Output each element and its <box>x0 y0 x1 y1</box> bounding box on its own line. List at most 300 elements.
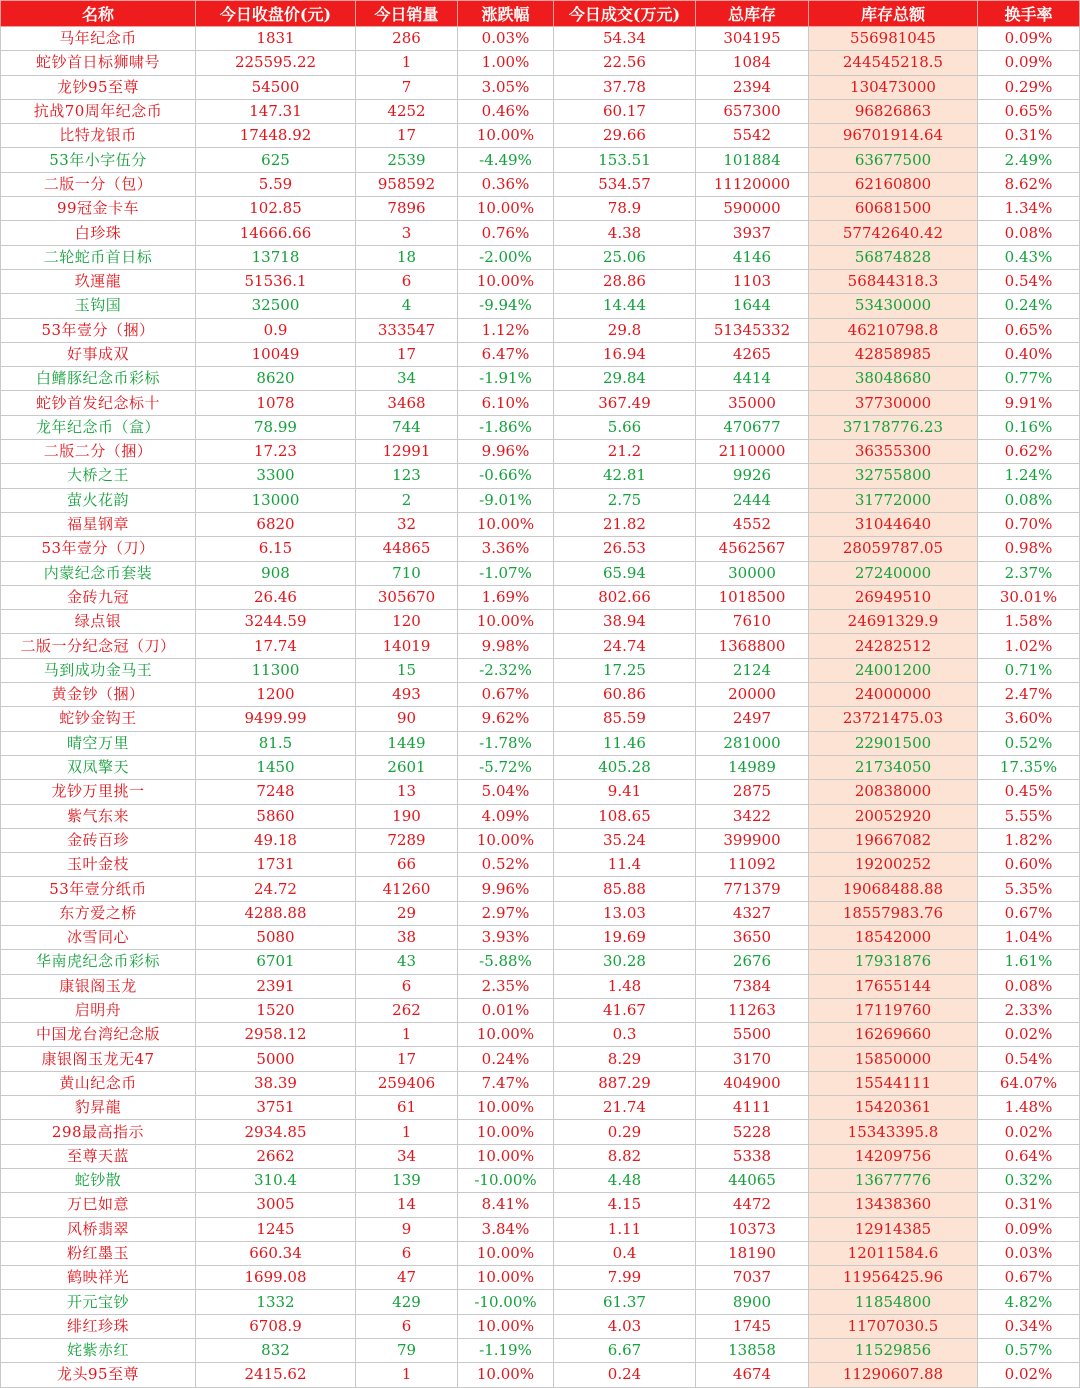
cell-close-price: 32500 <box>196 294 356 318</box>
cell-turnover-rate: 0.67% <box>978 901 1080 925</box>
cell-stock-value: 26949510 <box>809 585 978 609</box>
cell-stock-value: 46210798.8 <box>809 318 978 342</box>
cell-name: 298最高指示 <box>1 1120 196 1144</box>
cell-close-price: 49.18 <box>196 828 356 852</box>
cell-sales-volume: 90 <box>356 707 458 731</box>
cell-stock-value: 31044640 <box>809 512 978 536</box>
cell-total-stock: 20000 <box>696 683 809 707</box>
cell-turnover: 802.66 <box>554 585 696 609</box>
cell-close-price: 1245 <box>196 1217 356 1241</box>
cell-stock-value: 21734050 <box>809 755 978 779</box>
cell-change-percent: -9.01% <box>458 488 554 512</box>
cell-sales-volume: 29 <box>356 901 458 925</box>
cell-turnover-rate: 64.07% <box>978 1071 1080 1095</box>
cell-sales-volume: 3 <box>356 221 458 245</box>
table-row <box>1 1096 1080 1120</box>
cell-close-price: 1699.08 <box>196 1266 356 1290</box>
cell-turnover-rate: 0.08% <box>978 488 1080 512</box>
cell-stock-value: 17119760 <box>809 998 978 1022</box>
cell-sales-volume: 493 <box>356 683 458 707</box>
cell-stock-value: 27240000 <box>809 561 978 585</box>
cell-sales-volume: 2601 <box>356 755 458 779</box>
cell-turnover: 85.59 <box>554 707 696 731</box>
cell-change-percent: 10.00% <box>458 269 554 293</box>
cell-sales-volume: 17 <box>356 1047 458 1071</box>
cell-turnover-rate: 0.02% <box>978 1023 1080 1047</box>
cell-change-percent: 0.76% <box>458 221 554 245</box>
cell-change-percent: 8.41% <box>458 1193 554 1217</box>
cell-name: 万巳如意 <box>1 1193 196 1217</box>
cell-sales-volume: 2539 <box>356 148 458 172</box>
cell-total-stock: 2875 <box>696 780 809 804</box>
cell-total-stock: 2110000 <box>696 440 809 464</box>
cell-close-price: 310.4 <box>196 1168 356 1192</box>
cell-sales-volume: 429 <box>356 1290 458 1314</box>
cell-turnover: 2.75 <box>554 488 696 512</box>
cell-stock-value: 37178776.23 <box>809 415 978 439</box>
cell-turnover: 1.11 <box>554 1217 696 1241</box>
cell-turnover: 367.49 <box>554 391 696 415</box>
cell-total-stock: 2124 <box>696 658 809 682</box>
cell-turnover: 61.37 <box>554 1290 696 1314</box>
cell-sales-volume: 286 <box>356 27 458 51</box>
cell-turnover-rate: 0.71% <box>978 658 1080 682</box>
cell-turnover-rate: 0.65% <box>978 318 1080 342</box>
cell-stock-value: 11854800 <box>809 1290 978 1314</box>
cell-close-price: 908 <box>196 561 356 585</box>
cell-sales-volume: 47 <box>356 1266 458 1290</box>
cell-sales-volume: 34 <box>356 367 458 391</box>
cell-name: 至尊天蓝 <box>1 1144 196 1168</box>
cell-stock-value: 18542000 <box>809 925 978 949</box>
table-row <box>1 828 1080 852</box>
cell-change-percent: 6.10% <box>458 391 554 415</box>
cell-name: 龙钞95至尊 <box>1 75 196 99</box>
cell-close-price: 2958.12 <box>196 1023 356 1047</box>
table-row <box>1 1290 1080 1314</box>
table-row <box>1 342 1080 366</box>
cell-sales-volume: 18 <box>356 245 458 269</box>
cell-sales-volume: 333547 <box>356 318 458 342</box>
cell-total-stock: 9926 <box>696 464 809 488</box>
header-row <box>1 1 1080 27</box>
cell-change-percent: 0.24% <box>458 1047 554 1071</box>
cell-turnover: 26.53 <box>554 537 696 561</box>
cell-close-price: 13718 <box>196 245 356 269</box>
cell-change-percent: 10.00% <box>458 1144 554 1168</box>
cell-name: 99冠金卡车 <box>1 197 196 221</box>
cell-turnover: 60.17 <box>554 99 696 123</box>
cell-total-stock: 2676 <box>696 950 809 974</box>
cell-stock-value: 130473000 <box>809 75 978 99</box>
table-row <box>1 1023 1080 1047</box>
cell-turnover: 9.41 <box>554 780 696 804</box>
cell-turnover: 30.28 <box>554 950 696 974</box>
cell-name: 蛇钞金钩王 <box>1 707 196 731</box>
table-row <box>1 197 1080 221</box>
cell-sales-volume: 2 <box>356 488 458 512</box>
cell-turnover: 28.86 <box>554 269 696 293</box>
cell-turnover-rate: 1.58% <box>978 610 1080 634</box>
cell-turnover-rate: 5.35% <box>978 877 1080 901</box>
table-row <box>1 1339 1080 1363</box>
cell-total-stock: 11263 <box>696 998 809 1022</box>
cell-total-stock: 18190 <box>696 1241 809 1265</box>
cell-change-percent: 10.00% <box>458 828 554 852</box>
cell-name: 启明舟 <box>1 998 196 1022</box>
cell-sales-volume: 43 <box>356 950 458 974</box>
cell-turnover: 85.88 <box>554 877 696 901</box>
cell-turnover-rate: 0.34% <box>978 1314 1080 1338</box>
cell-total-stock: 101884 <box>696 148 809 172</box>
cell-stock-value: 31772000 <box>809 488 978 512</box>
cell-total-stock: 5338 <box>696 1144 809 1168</box>
cell-change-percent: 0.01% <box>458 998 554 1022</box>
cell-total-stock: 5228 <box>696 1120 809 1144</box>
cell-sales-volume: 958592 <box>356 172 458 196</box>
cell-close-price: 10049 <box>196 342 356 366</box>
cell-total-stock: 590000 <box>696 197 809 221</box>
cell-turnover: 29.66 <box>554 124 696 148</box>
cell-name: 白珍珠 <box>1 221 196 245</box>
cell-turnover: 4.15 <box>554 1193 696 1217</box>
cell-total-stock: 10373 <box>696 1217 809 1241</box>
cell-sales-volume: 120 <box>356 610 458 634</box>
cell-sales-volume: 4 <box>356 294 458 318</box>
table-row <box>1 367 1080 391</box>
cell-close-price: 0.9 <box>196 318 356 342</box>
table-row <box>1 1266 1080 1290</box>
cell-change-percent: -0.66% <box>458 464 554 488</box>
cell-turnover-rate: 2.33% <box>978 998 1080 1022</box>
cell-turnover-rate: 5.55% <box>978 804 1080 828</box>
cell-turnover: 6.67 <box>554 1339 696 1363</box>
cell-turnover-rate: 0.16% <box>978 415 1080 439</box>
cell-close-price: 1831 <box>196 27 356 51</box>
cell-turnover-rate: 9.91% <box>978 391 1080 415</box>
cell-turnover-rate: 1.04% <box>978 925 1080 949</box>
cell-name: 晴空万里 <box>1 731 196 755</box>
cell-sales-volume: 1 <box>356 51 458 75</box>
cell-close-price: 6.15 <box>196 537 356 561</box>
cell-change-percent: 10.00% <box>458 610 554 634</box>
table-row <box>1 804 1080 828</box>
cell-sales-volume: 1 <box>356 1120 458 1144</box>
table-row <box>1 27 1080 51</box>
cell-close-price: 3005 <box>196 1193 356 1217</box>
cell-turnover: 534.57 <box>554 172 696 196</box>
cell-turnover: 29.8 <box>554 318 696 342</box>
cell-name: 绿点银 <box>1 610 196 634</box>
cell-turnover: 8.82 <box>554 1144 696 1168</box>
header-close-price: 今日收盘价(元) <box>196 1 356 27</box>
cell-change-percent: -1.19% <box>458 1339 554 1363</box>
cell-change-percent: 10.00% <box>458 1096 554 1120</box>
cell-total-stock: 1103 <box>696 269 809 293</box>
cell-turnover-rate: 3.60% <box>978 707 1080 731</box>
cell-sales-volume: 4252 <box>356 99 458 123</box>
cell-total-stock: 4414 <box>696 367 809 391</box>
cell-total-stock: 4472 <box>696 1193 809 1217</box>
table-row <box>1 512 1080 536</box>
table-row <box>1 245 1080 269</box>
cell-name: 双凤擎天 <box>1 755 196 779</box>
cell-change-percent: -5.72% <box>458 755 554 779</box>
cell-turnover-rate: 0.62% <box>978 440 1080 464</box>
table-row <box>1 1120 1080 1144</box>
cell-stock-value: 11707030.5 <box>809 1314 978 1338</box>
cell-turnover: 0.4 <box>554 1241 696 1265</box>
cell-close-price: 1332 <box>196 1290 356 1314</box>
cell-stock-value: 56844318.3 <box>809 269 978 293</box>
cell-close-price: 1078 <box>196 391 356 415</box>
cell-change-percent: 2.97% <box>458 901 554 925</box>
cell-name: 蛇钞首发纪念标十 <box>1 391 196 415</box>
cell-total-stock: 399900 <box>696 828 809 852</box>
cell-stock-value: 17655144 <box>809 974 978 998</box>
cell-turnover-rate: 0.09% <box>978 1217 1080 1241</box>
cell-name: 龙钞万里挑一 <box>1 780 196 804</box>
cell-change-percent: -1.78% <box>458 731 554 755</box>
cell-turnover: 4.38 <box>554 221 696 245</box>
table-row <box>1 1314 1080 1338</box>
table-row <box>1 877 1080 901</box>
cell-turnover-rate: 0.29% <box>978 75 1080 99</box>
cell-name: 蛇钞首日标狮啸号 <box>1 51 196 75</box>
cell-close-price: 5080 <box>196 925 356 949</box>
cell-turnover: 21.74 <box>554 1096 696 1120</box>
cell-turnover-rate: 0.32% <box>978 1168 1080 1192</box>
cell-sales-volume: 744 <box>356 415 458 439</box>
cell-total-stock: 5500 <box>696 1023 809 1047</box>
cell-total-stock: 4111 <box>696 1096 809 1120</box>
cell-turnover: 24.74 <box>554 634 696 658</box>
cell-turnover: 887.29 <box>554 1071 696 1095</box>
cell-total-stock: 7610 <box>696 610 809 634</box>
table-row <box>1 488 1080 512</box>
cell-turnover-rate: 0.54% <box>978 269 1080 293</box>
cell-stock-value: 556981045 <box>809 27 978 51</box>
cell-stock-value: 28059787.05 <box>809 537 978 561</box>
cell-turnover: 8.29 <box>554 1047 696 1071</box>
cell-turnover-rate: 2.37% <box>978 561 1080 585</box>
table-row <box>1 707 1080 731</box>
cell-close-price: 26.46 <box>196 585 356 609</box>
cell-total-stock: 1084 <box>696 51 809 75</box>
cell-total-stock: 3650 <box>696 925 809 949</box>
cell-name: 白鳍豚纪念币彩标 <box>1 367 196 391</box>
cell-change-percent: 0.67% <box>458 683 554 707</box>
cell-name: 冰雪同心 <box>1 925 196 949</box>
cell-turnover-rate: 0.24% <box>978 294 1080 318</box>
cell-change-percent: 1.69% <box>458 585 554 609</box>
cell-stock-value: 11290607.88 <box>809 1363 978 1387</box>
cell-close-price: 5.59 <box>196 172 356 196</box>
cell-stock-value: 42858985 <box>809 342 978 366</box>
cell-close-price: 17.74 <box>196 634 356 658</box>
cell-name: 二轮蛇币首日标 <box>1 245 196 269</box>
table-row <box>1 585 1080 609</box>
cell-sales-volume: 259406 <box>356 1071 458 1095</box>
cell-close-price: 6708.9 <box>196 1314 356 1338</box>
cell-total-stock: 3422 <box>696 804 809 828</box>
table-row <box>1 853 1080 877</box>
cell-stock-value: 19667082 <box>809 828 978 852</box>
cell-turnover-rate: 0.65% <box>978 99 1080 123</box>
cell-name: 内蒙纪念币套装 <box>1 561 196 585</box>
cell-turnover-rate: 30.01% <box>978 585 1080 609</box>
cell-turnover-rate: 0.54% <box>978 1047 1080 1071</box>
cell-close-price: 9499.99 <box>196 707 356 731</box>
cell-stock-value: 19068488.88 <box>809 877 978 901</box>
cell-sales-volume: 9 <box>356 1217 458 1241</box>
cell-sales-volume: 262 <box>356 998 458 1022</box>
cell-close-price: 4288.88 <box>196 901 356 925</box>
cell-close-price: 17.23 <box>196 440 356 464</box>
cell-total-stock: 2497 <box>696 707 809 731</box>
cell-close-price: 24.72 <box>196 877 356 901</box>
cell-name: 蛇钞散 <box>1 1168 196 1192</box>
table-row <box>1 75 1080 99</box>
cell-sales-volume: 123 <box>356 464 458 488</box>
cell-turnover: 7.99 <box>554 1266 696 1290</box>
cell-close-price: 78.99 <box>196 415 356 439</box>
cell-change-percent: 3.36% <box>458 537 554 561</box>
cell-stock-value: 13438360 <box>809 1193 978 1217</box>
header-change-percent: 涨跌幅 <box>458 1 554 27</box>
cell-turnover-rate: 0.77% <box>978 367 1080 391</box>
cell-name: 大桥之王 <box>1 464 196 488</box>
cell-total-stock: 657300 <box>696 99 809 123</box>
cell-turnover: 37.78 <box>554 75 696 99</box>
table-row <box>1 610 1080 634</box>
cell-turnover-rate: 1.34% <box>978 197 1080 221</box>
cell-turnover-rate: 0.03% <box>978 1241 1080 1265</box>
cell-sales-volume: 6 <box>356 974 458 998</box>
cell-name: 姹紫赤红 <box>1 1339 196 1363</box>
cell-total-stock: 281000 <box>696 731 809 755</box>
table-row <box>1 1144 1080 1168</box>
cell-stock-value: 15850000 <box>809 1047 978 1071</box>
cell-change-percent: 10.00% <box>458 197 554 221</box>
cell-turnover: 29.84 <box>554 367 696 391</box>
cell-stock-value: 37730000 <box>809 391 978 415</box>
cell-sales-volume: 139 <box>356 1168 458 1192</box>
cell-turnover-rate: 0.09% <box>978 51 1080 75</box>
cell-change-percent: 9.96% <box>458 877 554 901</box>
table-body <box>1 27 1080 1388</box>
cell-name: 福星钢章 <box>1 512 196 536</box>
cell-change-percent: -9.94% <box>458 294 554 318</box>
header-name: 名称 <box>1 1 196 27</box>
table-row <box>1 658 1080 682</box>
cell-change-percent: 3.93% <box>458 925 554 949</box>
cell-total-stock: 304195 <box>696 27 809 51</box>
cell-total-stock: 4146 <box>696 245 809 269</box>
cell-name: 金砖百珍 <box>1 828 196 852</box>
cell-close-price: 38.39 <box>196 1071 356 1095</box>
cell-close-price: 2391 <box>196 974 356 998</box>
cell-turnover: 5.66 <box>554 415 696 439</box>
cell-turnover-rate: 1.02% <box>978 634 1080 658</box>
cell-name: 马年纪念币 <box>1 27 196 51</box>
cell-close-price: 1731 <box>196 853 356 877</box>
cell-name: 豹昇龍 <box>1 1096 196 1120</box>
cell-name: 东方爱之桥 <box>1 901 196 925</box>
cell-turnover: 65.94 <box>554 561 696 585</box>
cell-turnover: 25.06 <box>554 245 696 269</box>
cell-name: 马到成功金马王 <box>1 658 196 682</box>
table-row <box>1 148 1080 172</box>
cell-stock-value: 11956425.96 <box>809 1266 978 1290</box>
cell-close-price: 54500 <box>196 75 356 99</box>
cell-sales-volume: 6 <box>356 269 458 293</box>
cell-close-price: 6701 <box>196 950 356 974</box>
cell-name: 龙头95至尊 <box>1 1363 196 1387</box>
cell-total-stock: 1644 <box>696 294 809 318</box>
table-row <box>1 464 1080 488</box>
cell-total-stock: 2394 <box>696 75 809 99</box>
table-row <box>1 1168 1080 1192</box>
cell-close-price: 2934.85 <box>196 1120 356 1144</box>
cell-stock-value: 56874828 <box>809 245 978 269</box>
cell-stock-value: 12011584.6 <box>809 1241 978 1265</box>
table-row <box>1 634 1080 658</box>
cell-turnover-rate: 1.82% <box>978 828 1080 852</box>
cell-stock-value: 62160800 <box>809 172 978 196</box>
cell-name: 二版一分（包） <box>1 172 196 196</box>
cell-total-stock: 4265 <box>696 342 809 366</box>
table-row <box>1 440 1080 464</box>
table-row <box>1 1241 1080 1265</box>
cell-turnover-rate: 0.02% <box>978 1120 1080 1144</box>
cell-sales-volume: 1 <box>356 1023 458 1047</box>
cell-total-stock: 4674 <box>696 1363 809 1387</box>
cell-stock-value: 24000000 <box>809 683 978 707</box>
cell-total-stock: 7384 <box>696 974 809 998</box>
cell-close-price: 660.34 <box>196 1241 356 1265</box>
cell-turnover: 4.48 <box>554 1168 696 1192</box>
cell-name: 53年壹分（捆） <box>1 318 196 342</box>
cell-close-price: 147.31 <box>196 99 356 123</box>
cell-close-price: 2415.62 <box>196 1363 356 1387</box>
cell-name: 开元宝钞 <box>1 1290 196 1314</box>
cell-turnover-rate: 2.47% <box>978 683 1080 707</box>
cell-stock-value: 24001200 <box>809 658 978 682</box>
cell-change-percent: 0.52% <box>458 853 554 877</box>
cell-turnover: 19.69 <box>554 925 696 949</box>
cell-turnover-rate: 0.43% <box>978 245 1080 269</box>
cell-stock-value: 18557983.76 <box>809 901 978 925</box>
cell-name: 53年壹分纸币 <box>1 877 196 901</box>
cell-sales-volume: 44865 <box>356 537 458 561</box>
cell-name: 华南虎纪念币彩标 <box>1 950 196 974</box>
cell-stock-value: 17931876 <box>809 950 978 974</box>
cell-turnover: 108.65 <box>554 804 696 828</box>
cell-stock-value: 96701914.64 <box>809 124 978 148</box>
cell-change-percent: 4.09% <box>458 804 554 828</box>
cell-total-stock: 11092 <box>696 853 809 877</box>
cell-turnover-rate: 0.52% <box>978 731 1080 755</box>
cell-total-stock: 51345332 <box>696 318 809 342</box>
cell-stock-value: 57742640.42 <box>809 221 978 245</box>
cell-sales-volume: 66 <box>356 853 458 877</box>
cell-close-price: 3244.59 <box>196 610 356 634</box>
cell-name: 比特龙银币 <box>1 124 196 148</box>
cell-turnover: 35.24 <box>554 828 696 852</box>
cell-sales-volume: 710 <box>356 561 458 585</box>
cell-sales-volume: 12991 <box>356 440 458 464</box>
